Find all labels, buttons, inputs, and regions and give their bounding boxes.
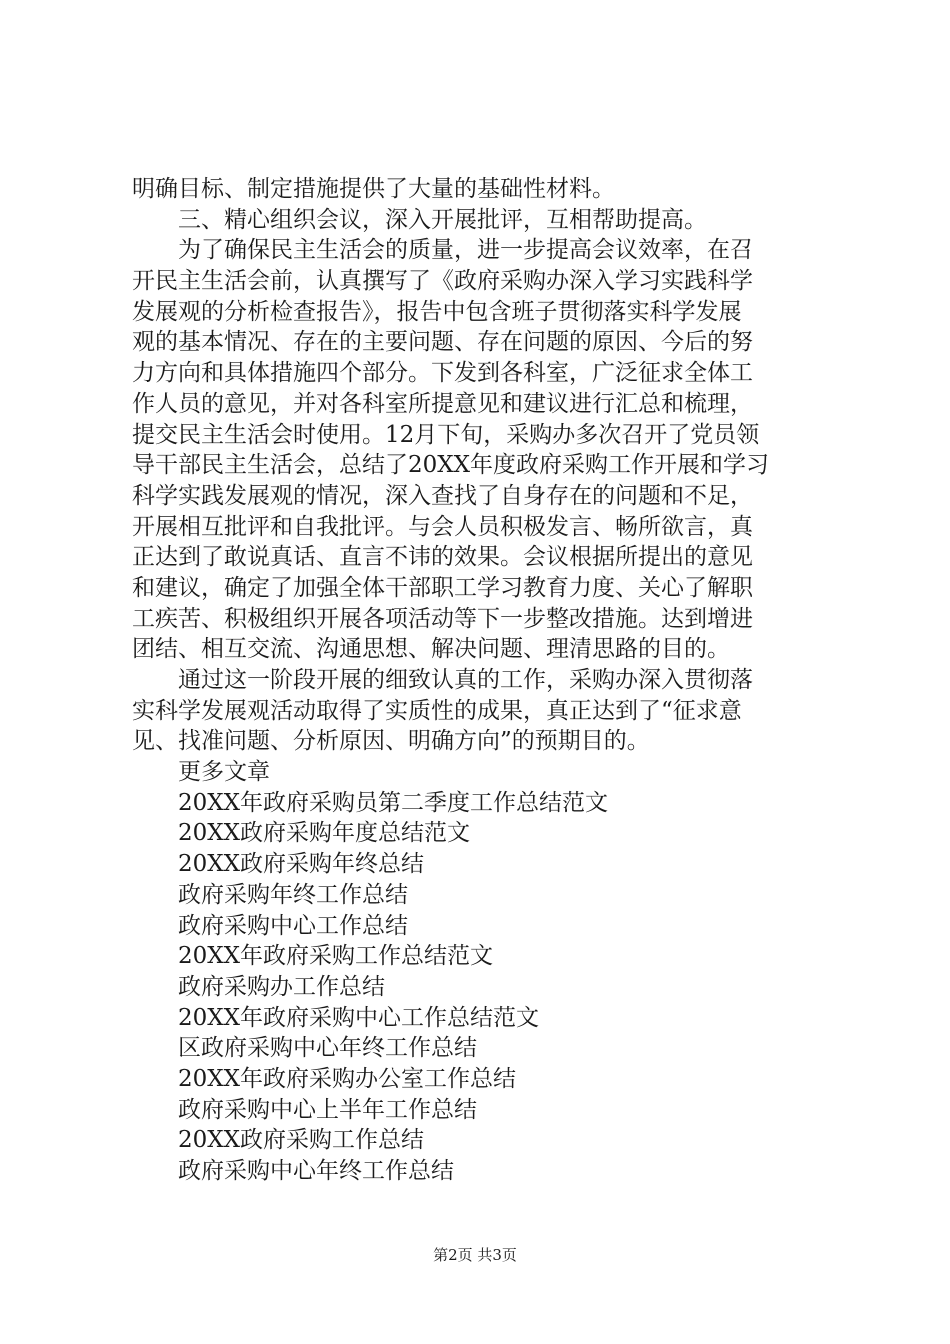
text-line: 正达到了敢说真话、直言不讳的效果。会议根据所提出的意见	[132, 544, 753, 571]
text-line: 更多文章	[178, 759, 270, 786]
text-line: 观的基本情况、存在的主要问题、存在问题的原因、今后的努	[132, 329, 753, 356]
text-line: 见、找准问题、分析原因、明确方向”的预期目的。	[132, 728, 650, 755]
text-line: 20XX年政府采购办公室工作总结	[178, 1065, 517, 1092]
text-line: 20XX年政府采购中心工作总结范文	[178, 1004, 540, 1031]
text-line: 导干部民主生活会，总结了20XX年度政府采购工作开展和学习	[132, 452, 770, 479]
text-line: 力方向和具体措施四个部分。下发到各科室，广泛征求全体工	[132, 360, 753, 387]
text-line: 政府采购办工作总结	[178, 973, 385, 1000]
text-line: 实科学发展观活动取得了实质性的成果，真正达到了“征求意	[132, 697, 742, 724]
page-footer: 第2页 共3页	[433, 1246, 517, 1264]
text-line: 通过这一阶段开展的细致认真的工作，采购办深入贯彻落	[178, 667, 753, 693]
text-line: 开民主生活会前，认真撰写了《政府采购办深入学习实践科学	[132, 268, 753, 295]
text-line: 提交民主生活会时使用。12月下旬，采购办多次召开了党员领	[132, 421, 760, 448]
text-line: 团结、相互交流、沟通思想、解决问题、理清思路的目的。	[132, 636, 730, 663]
text-line: 三、精心组织会议，深入开展批评，互相帮助提高。	[178, 206, 707, 233]
text-line: 发展观的分析检查报告》，报告中包含班子贯彻落实科学发展	[132, 298, 742, 325]
text-line: 20XX政府采购年度总结范文	[178, 820, 471, 847]
text-line: 科学实践发展观的情况，深入查找了自身存在的问题和不足，	[132, 482, 753, 509]
text-line: 政府采购中心年终工作总结	[178, 1158, 454, 1184]
text-line: 明确目标、制定措施提供了大量的基础性材料。	[132, 176, 615, 202]
text-line: 为了确保民主生活会的质量，进一步提高会议效率，在召	[178, 237, 753, 264]
text-line: 政府采购中心上半年工作总结	[178, 1096, 477, 1123]
text-line: 区政府采购中心年终工作总结	[178, 1035, 477, 1062]
document-body	[132, 174, 832, 1187]
text-line: 20XX政府采购年终总结	[178, 851, 425, 878]
text-line: 政府采购中心工作总结	[178, 912, 408, 939]
text-line: 开展相互批评和自我批评。与会人员积极发言、畅所欲言，真	[132, 513, 753, 540]
text-line: 政府采购年终工作总结	[178, 881, 408, 908]
text-line: 和建议，确定了加强全体干部职工学习教育力度、关心了解职	[132, 574, 753, 601]
text-line: 作人员的意见，并对各科室所提意见和建议进行汇总和梳理，	[132, 390, 753, 417]
text-line: 工疾苦、积极组织开展各项活动等下一步整改措施。达到增进	[132, 605, 753, 632]
text-line: 20XX年政府采购员第二季度工作总结范文	[178, 789, 609, 816]
text-line: 20XX政府采购工作总结	[178, 1127, 425, 1154]
text-line: 20XX年政府采购工作总结范文	[178, 943, 494, 970]
